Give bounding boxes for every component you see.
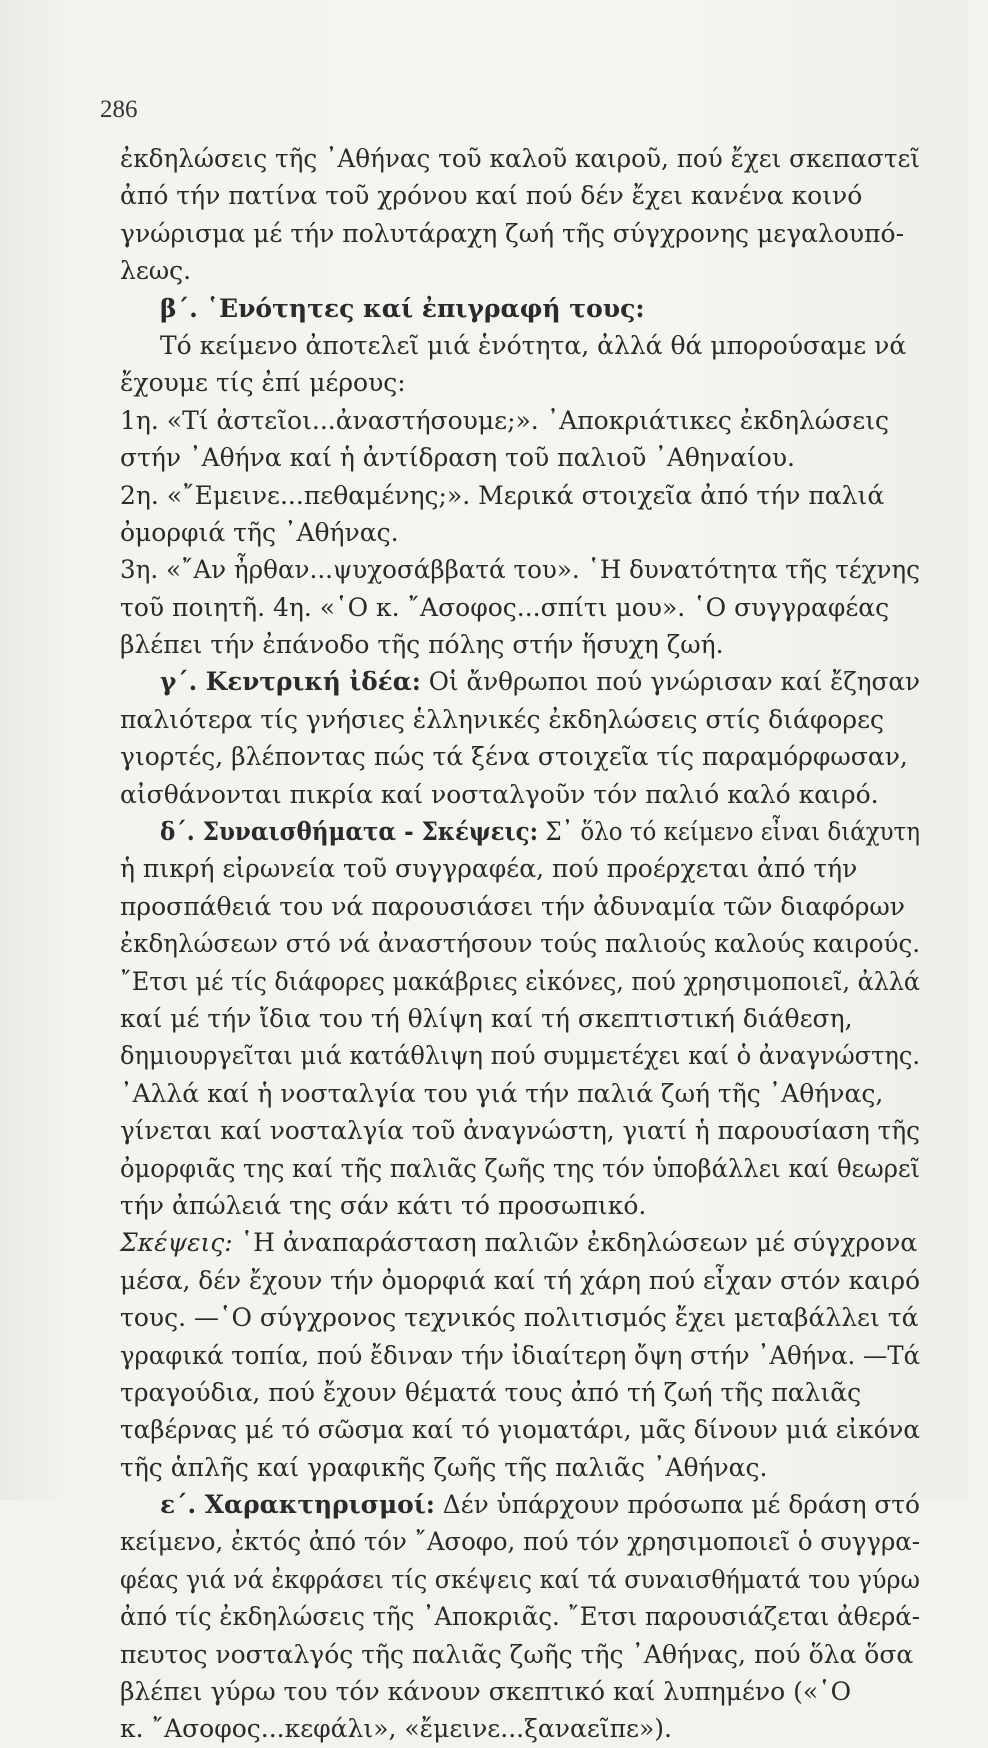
text-line: [120, 215, 920, 252]
text-line: [120, 813, 920, 850]
line-text: καί μέ τήν ἴδια του τή θλίψη καί τή σκεπτιστική διάθεση,: [120, 1003, 853, 1033]
line-text: γιορτές, βλέποντας πώς τά ξένα στοιχεῖα τίς παραμόρφωσαν,: [120, 742, 908, 772]
line-text: γραφικά τοπία, πού ἔδιναν τήν ἰδιαίτερη ὄψη στήν ᾽Αθήνα. —Τά: [120, 1340, 921, 1370]
line-text: ἀπό τήν πατίνα τοῦ χρόνου καί πού δέν ἔχει κανένα κοινό: [120, 181, 863, 211]
text-line: [120, 140, 920, 177]
line-text: ἐκδηλώσεων στό νά ἀναστήσουν τούς παλιούς καλούς καιρούς.: [120, 929, 921, 959]
text-line: [120, 551, 920, 588]
line-text: τήν ἀπώλειά της σάν κάτι τό προσωπικό.: [120, 1190, 647, 1220]
line-text: τῆς ἁπλῆς καί γραφικῆς ζωῆς τῆς παλιᾶς ᾽Αθήνας.: [120, 1452, 768, 1482]
text-line: [120, 514, 920, 551]
text-line: [120, 1449, 920, 1486]
line-text: 3η. «῎Αν ἦρθαν...ψυχοσάββατά του». ῾Η δυνατότητα τῆς τέχνης: [120, 555, 920, 585]
line-text: 2η. «῎Εμεινε...πεθαμένης;». Μερικά στοιχεῖα ἀπό τήν παλιά: [120, 480, 885, 510]
text-line: [120, 1486, 920, 1523]
italic-label: Σκέψεις:: [120, 1228, 233, 1258]
text-line: [120, 1636, 920, 1673]
line-text: βλέπει τήν ἐπάνοδο τῆς πόλης στήν ἥσυχη ζωή.: [120, 630, 724, 660]
line-text: μέσα, δέν ἔχουν τήν ὀμορφιά καί τή χάρη πού εἶχαν στόν καιρό: [120, 1265, 920, 1295]
line-text: ἀπό τίς ἐκδηλώσεις τῆς ᾽Αποκριᾶς. ῎Ετσι παρουσιάζεται ἀθερά-: [120, 1602, 921, 1632]
text-line: [120, 1673, 920, 1710]
line-text: γίνεται καί νοσταλγία τοῦ ἀναγνώστη, γιατί ἡ παρουσίαση τῆς: [120, 1116, 920, 1146]
text-line: [120, 589, 920, 626]
line-text: Δέν ὑπάρχουν πρόσωπα μέ δράση στό: [434, 1490, 920, 1520]
line-text: ᾽Αλλά καί ἡ νοσταλγία του γιά τήν παλιά ζωή τῆς ᾽Αθήνας,: [120, 1078, 884, 1108]
text-line: [120, 1150, 920, 1187]
text-line: [120, 626, 920, 663]
text-line: [120, 1112, 920, 1149]
text-line: [120, 290, 920, 327]
text-line: [120, 1224, 920, 1261]
text-line: [120, 1075, 920, 1112]
text-line: [120, 1037, 920, 1074]
line-text: λεως.: [120, 256, 192, 286]
text-line: [120, 364, 920, 401]
line-text: παλιότερα τίς γνήσιες ἑλληνικές ἐκδηλώσεις στίς διάφορες: [120, 704, 885, 734]
text-line: [120, 963, 920, 1000]
text-line: [120, 1000, 920, 1037]
text-line: [120, 738, 920, 775]
line-text: ῾Η ἀναπαράσταση παλιῶν ἐκδηλώσεων μέ σύγχρονα: [232, 1228, 918, 1258]
line-text: τοῦ ποιητῆ. 4η. «῾Ο κ. ῎Ασοφος...σπίτι μου». ῾Ο συγγραφέας: [120, 592, 890, 622]
line-text: ῎Ετσι μέ τίς διάφορες μακάβριες εἰκόνες, πού χρησιμοποιεῖ, ἀλλά: [120, 966, 921, 996]
line-text: Οἱ ἄνθρωποι πού γνώρισαν καί ἔζησαν: [420, 667, 921, 697]
text-line: [120, 1561, 920, 1598]
line-text: ἡ πικρή εἰρωνεία τοῦ συγγραφέα, πού προέρχεται ἀπό τήν: [120, 854, 858, 884]
line-text: γνώρισμα μέ τήν πολυτάραχη ζωή τῆς σύγχρονης μεγαλουπό-: [120, 218, 905, 248]
line-text: βλέπει γύρω του τόν κάνουν σκεπτικό καί λυπημένο («῾Ο: [120, 1677, 852, 1707]
text-line: [120, 701, 920, 738]
line-text: ταβέρνας μέ τό σῶσμα καί τό γιοματάρι, μᾶς δίνουν μιά εἰκόνα: [120, 1415, 921, 1445]
text-line: [120, 1299, 920, 1336]
line-text: κ. ῎Ασοφος...κεφάλι», «ἔμεινε...ξαναεῖπε»).: [120, 1714, 672, 1744]
line-text: στήν ᾽Αθήνα καί ἡ ἀντίδραση τοῦ παλιοῦ ᾽Αθηναίου.: [120, 443, 795, 473]
section-heading: β΄. ῾Ενότητες καί ἐπιγραφή τους:: [160, 293, 645, 323]
text-line: [120, 1262, 920, 1299]
line-text: αἰσθάνονται πικρία καί νοσταλγοῦν τόν παλιό καλό καιρό.: [120, 779, 879, 809]
line-text: προσπάθειά του νά παρουσιάσει τήν ἀδυναμία τῶν διαφόρων: [120, 891, 905, 921]
text-line: [120, 1411, 920, 1448]
text-line: [120, 1374, 920, 1411]
page-number: 286: [100, 96, 138, 123]
line-text: Σ᾽ ὅλο τό κείμενο εἶναι διάχυτη: [538, 817, 921, 847]
line-text: ὀμορφιά τῆς ᾽Αθήνας.: [120, 517, 399, 547]
line-text: τραγούδια, πού ἔχουν θέματά τους ἀπό τή ζωή τῆς παλιᾶς: [120, 1377, 862, 1407]
section-heading: γ΄. Κεντρική ἰδέα:: [160, 667, 421, 697]
line-text: τους. —῾Ο σύγχρονος τεχνικός πολιτισμός ἔχει μεταβάλλει τά: [120, 1303, 919, 1333]
text-line: [120, 925, 920, 962]
text-line: [120, 1523, 920, 1560]
text-line: [120, 1710, 920, 1747]
text-line: [120, 1598, 920, 1635]
text-line: [120, 402, 920, 439]
text-line: [120, 776, 920, 813]
line-text: φέας γιά νά ἐκφράσει τίς σκέψεις καί τά συναισθήματά του γύρω: [120, 1564, 920, 1594]
line-text: πευτος νοσταλγός τῆς παλιᾶς ζωῆς τῆς ᾽Αθήνας, πού ὅλα ὅσα: [120, 1639, 914, 1669]
line-text: Τό κείμενο ἀποτελεῖ μιά ἑνότητα, ἀλλά θά μπορούσαμε νά: [160, 330, 907, 360]
text-line: [120, 888, 920, 925]
text-line: [120, 663, 920, 700]
text-line: [120, 252, 920, 289]
text-line: [120, 327, 920, 364]
text-line: [120, 850, 920, 887]
line-text: κείμενο, ἐκτός ἀπό τόν ῎Ασοφο, πού τόν χρησιμοποιεῖ ὁ συγγρα-: [120, 1527, 921, 1557]
text-line: [120, 439, 920, 476]
text-line: [120, 177, 920, 214]
section-heading: ε΄. Χαρακτηρισμοί:: [160, 1490, 435, 1520]
text-body: [120, 140, 920, 1748]
text-line: [120, 477, 920, 514]
line-text: ὀμορφιᾶς της καί τῆς παλιᾶς ζωῆς της τόν ὑποβάλλει καί θεωρεῖ: [120, 1153, 921, 1183]
line-text: ἐκδηλώσεις τῆς ᾽Αθήνας τοῦ καλοῦ καιροῦ, πού ἔχει σκεπαστεῖ: [120, 144, 920, 173]
text-line: [120, 1337, 920, 1374]
text-line: [120, 1187, 920, 1224]
line-text: 1η. «Τί ἀστεῖοι...ἀναστήσουμε;». ᾽Αποκριάτικες ἐκδηλώσεις: [120, 405, 890, 435]
line-text: ἔχουμε τίς ἐπί μέρους:: [120, 368, 406, 398]
section-heading: δ΄. Συναισθήματα - Σκέψεις:: [160, 817, 539, 847]
line-text: δημιουργεῖται μιά κατάθλιψη πού συμμετέχει καί ὁ ἀναγνώστης.: [120, 1041, 920, 1071]
